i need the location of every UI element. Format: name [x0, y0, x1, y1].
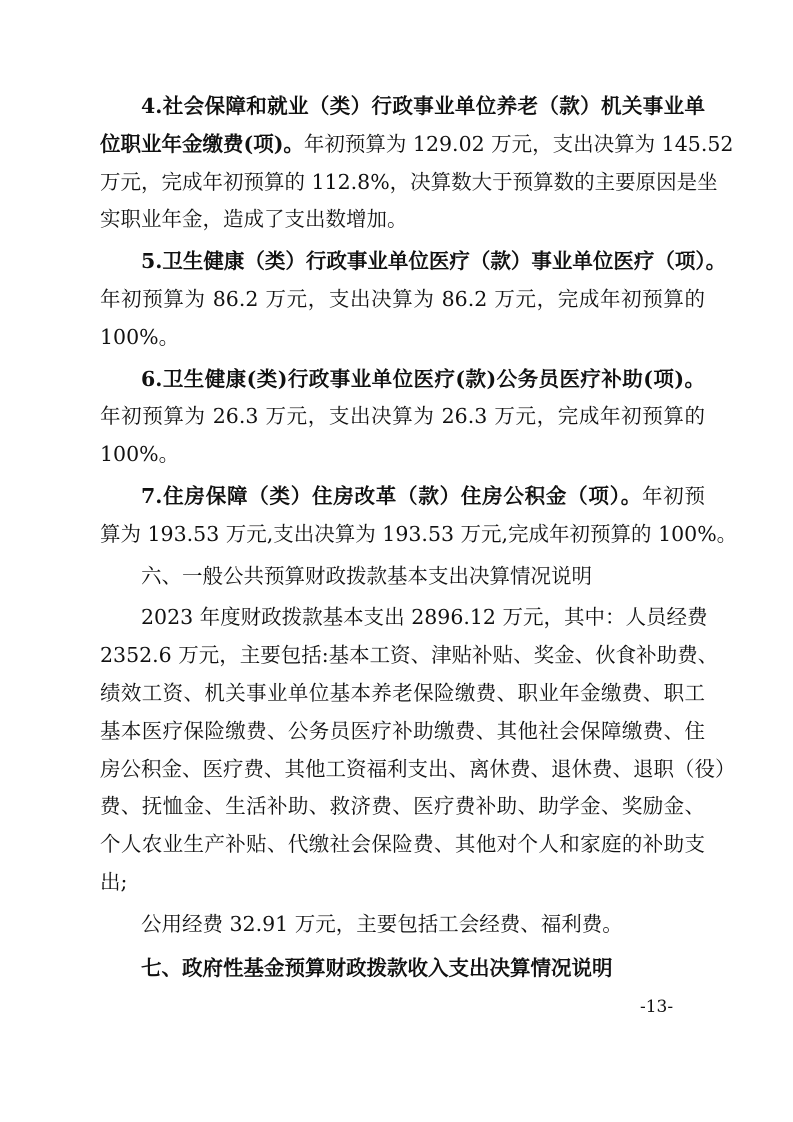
bold-text: 位职业年金缴费(项)。 [100, 131, 304, 156]
text: 2352.6 万元，主要包括:基本工资、津贴补贴、奖金、伙食补助费、 [100, 643, 719, 668]
paragraph [100, 478, 738, 554]
bold-text: 5.卫生健康（类）行政事业单位医疗（款）事业单位医疗（项）。 [141, 249, 727, 274]
text-line [100, 826, 705, 864]
text-line [100, 243, 727, 281]
text: 年初预 [641, 483, 705, 508]
text-line [100, 164, 718, 202]
section-heading [100, 558, 705, 596]
paragraph [100, 361, 705, 474]
text-line [100, 361, 705, 399]
text: 100%。 [100, 442, 180, 467]
text-line [100, 201, 705, 239]
text-line [100, 950, 705, 988]
text: 年初预算为 129.02 万元，支出决算为 145.52 [303, 131, 734, 156]
text: 2023 年度财政拨款基本支出 2896.12 万元，其中：人员经费 [141, 605, 708, 630]
text: 费、抚恤金、生活补助、救济费、医疗费补助、助学金、奖励金、 [100, 794, 705, 819]
text-line [100, 788, 705, 826]
text-line [100, 516, 738, 554]
text-line [100, 637, 719, 675]
text-line [100, 436, 705, 474]
paragraph [100, 243, 727, 356]
paragraph [100, 88, 734, 239]
text-line [100, 88, 705, 126]
text-line [100, 126, 734, 164]
paragraph [100, 906, 705, 944]
paragraph [100, 599, 736, 901]
document-body [100, 88, 738, 987]
text-line [100, 751, 736, 789]
text-line [100, 864, 705, 902]
text: 出; [100, 869, 128, 894]
text-line [100, 319, 705, 357]
text-line [100, 478, 705, 516]
text: 年初预算为 26.3 万元，支出决算为 26.3 万元，完成年初预算的 [100, 404, 705, 429]
text-line [100, 713, 705, 751]
text-line [100, 906, 705, 944]
text: 个人农业生产补贴、代缴社会保险费、其他对个人和家庭的补助支 [100, 832, 705, 857]
text-line [100, 558, 705, 596]
text: 绩效工资、机关事业单位基本养老保险缴费、职业年金缴费、职工 [100, 680, 705, 705]
text: 100%。 [100, 324, 180, 349]
text: 公用经费 32.91 万元，主要包括工会经费、福利费。 [141, 911, 623, 936]
text-line [100, 599, 708, 637]
text: 房公积金、医疗费、其他工资福利支出、离休费、退休费、退职（役） [100, 756, 736, 781]
text: 年初预算为 86.2 万元，支出决算为 86.2 万元，完成年初预算的 [100, 286, 705, 311]
bold-text: 6.卫生健康(类)行政事业单位医疗(款)公务员医疗补助(项)。 [141, 366, 705, 391]
text: 六、一般公共预算财政拨款基本支出决算情况说明 [141, 563, 592, 588]
text: 基本医疗保险缴费、公务员医疗补助缴费、其他社会保障缴费、住 [100, 718, 705, 743]
text: 万元，完成年初预算的 112.8%，决算数大于预算数的主要原因是坐 [100, 169, 718, 194]
text-line [100, 281, 705, 319]
bold-text: 7.住房保障（类）住房改革（款）住房公积金（项）。 [141, 483, 642, 508]
text-line [100, 398, 705, 436]
text: 实职业年金，造成了支出数增加。 [100, 207, 408, 232]
text: 七、政府性基金预算财政拨款收入支出决算情况说明 [141, 955, 613, 980]
text-line [100, 675, 705, 713]
text: 算为 193.53 万元,支出决算为 193.53 万元,完成年初预算的 100%。 [100, 521, 738, 546]
bold-text: 4.社会保障和就业（类）行政事业单位养老（款）机关事业单 [141, 94, 705, 118]
section-heading [100, 950, 705, 988]
page-number: -13- [640, 997, 674, 1017]
